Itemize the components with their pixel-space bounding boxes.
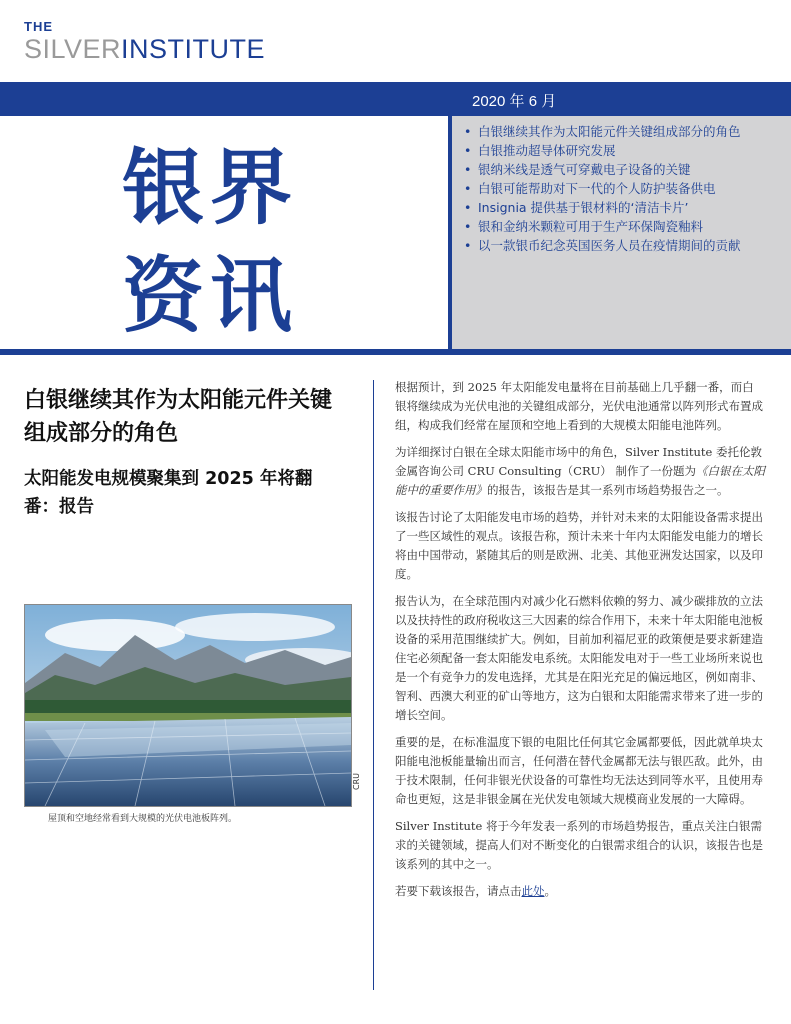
toc-item-label: Insignia 提供基于银材料的‘清洁卡片’: [478, 200, 689, 215]
bullet-icon: •: [464, 200, 472, 215]
toc-item[interactable]: [464, 124, 774, 140]
toc-item-label: 银和金纳米颗粒可用于生产环保陶瓷釉料: [478, 219, 704, 234]
bullet-icon: •: [464, 162, 472, 177]
toc-item-label: 以一款银币纪念英国医务人员在疫情期间的贡献: [478, 238, 741, 253]
article-paragraph: 根据预计，到 2025 年太阳能发电量将在目前基础上几乎翻一番，而白银将继续成为光伏电池的关键组成部分，光伏电池通常以阵列形式布置成组，构成我们经常在屋顶和空地上看到的大规模太阳能电池阵列。: [395, 380, 763, 432]
banner-divider: [448, 82, 452, 355]
masthead-title: [122, 134, 298, 350]
toc-item-label: 白银继续其作为太阳能元件关键组成部分的角色: [478, 124, 741, 139]
issue-date: 2020 年 6 月: [472, 93, 557, 110]
table-of-contents: [464, 124, 774, 257]
article-subhead: 太阳能发电规模聚集到 2025 年将翻番：报告: [24, 469, 313, 517]
toc-item-label: 银纳米线是透气可穿戴电子设备的关键: [478, 162, 691, 177]
bullet-icon: •: [464, 219, 472, 234]
solar-panel-photo: [24, 604, 352, 807]
silver-institute-logo: [24, 20, 265, 64]
bullet-icon: •: [464, 181, 472, 196]
paragraph-text: 若要下载该报告，请点击: [395, 884, 522, 898]
paragraph-text: 。: [544, 884, 556, 898]
article-paragraph: Silver Institute 将于今年发表一系列的市场趋势报告，重点关注白银需求的关键领域，提高人们对不断变化的白银需求组合的认识，该报告也是该系列的其中之一。: [395, 819, 763, 871]
article-headline: 白银继续其作为太阳能元件关键组成部分的角色: [24, 388, 333, 446]
article-paragraph: 报告认为，在全球范围内对减少化石燃料依赖的努力、减少碳排放的立法以及扶持性的政府税收这三大因素的综合作用下，未来十年太阳能电池板设备的采用范围继续扩大。例如，目前加利福尼亚的政策便是要求新建造住宅必须配备一套太阳能发电系统。太阳能发电对于一些工业场所来说也是一个有竞争力的发电选择，尤其是在阳光充足的偏远地区，例如南非、智利、西澳大利亚的矿山等地方，这为白银和太阳能需求带来了进一步的增长空间。: [395, 594, 763, 722]
toc-item[interactable]: [464, 162, 774, 178]
toc-item[interactable]: [464, 200, 774, 216]
paragraph-text: 的报告，该报告是其一系列市场趋势报告之一。: [487, 483, 729, 497]
newsletter-banner: [0, 82, 791, 355]
article-body: [395, 378, 765, 909]
toc-item-label: 白银可能帮助对下一代的个人防护装备供电: [478, 181, 716, 196]
logo-institute: INSTITUTE: [121, 34, 266, 64]
article-paragraph: [395, 443, 765, 500]
masthead-line-2: 资讯: [122, 248, 299, 344]
bullet-icon: •: [464, 238, 472, 253]
logo-wordmark: [24, 34, 265, 64]
banner-bottom-bar: [0, 349, 791, 355]
masthead-line-1: 银界: [122, 140, 299, 236]
solar-panel-landscape-image: [25, 605, 351, 806]
column-divider: [373, 380, 374, 990]
photo-caption: 屋顶和空地经常看到大规模的光伏电池板阵列。: [48, 814, 238, 824]
toc-item[interactable]: [464, 181, 774, 197]
toc-item[interactable]: [464, 219, 774, 235]
toc-item[interactable]: [464, 238, 774, 254]
banner-top-bar: [0, 82, 791, 116]
logo-silver: SILVER: [24, 34, 122, 64]
download-report-link[interactable]: 此处: [521, 884, 545, 898]
bullet-icon: •: [464, 124, 472, 139]
paragraph-text: 为详细探讨白银在全球太阳能市场中的角色，Silver Institute 委托伦敦金属咨询公司 CRU Consulting（CRU） 制作了一份题为: [395, 445, 762, 478]
toc-item-label: 白银推动超导体研究发展: [478, 143, 616, 158]
report-title: 《白银在太阳能中的重要作用》: [395, 464, 765, 497]
photo-credit: CRU: [352, 773, 361, 790]
article-paragraph: 该报告讨论了太阳能发电市场的趋势，并针对未来的太阳能设备需求提出了一些区域性的观点。该报告称，预计未来十年内太阳能发电能力的增长将由中国带动，紧随其后的则是欧洲、北美、其他亚洲发达国家，以及印度。: [395, 510, 763, 581]
toc-item[interactable]: [464, 143, 774, 159]
article-paragraph: [395, 882, 765, 901]
logo-the: THE: [24, 19, 53, 34]
bullet-icon: •: [464, 143, 472, 158]
article-paragraph: 重要的是，在标准温度下银的电阻比任何其它金属都要低，因此就单块太阳能电池板能量输出而言，任何潜在替代金属都无法与银匹敌。此外，由于技术限制，任何非银光伏设备的可靠性均无法达到同等水平，且使用寿命也更短，这是非银金属在光伏发电领域大规模商业发展的一大障碍。: [395, 735, 763, 806]
